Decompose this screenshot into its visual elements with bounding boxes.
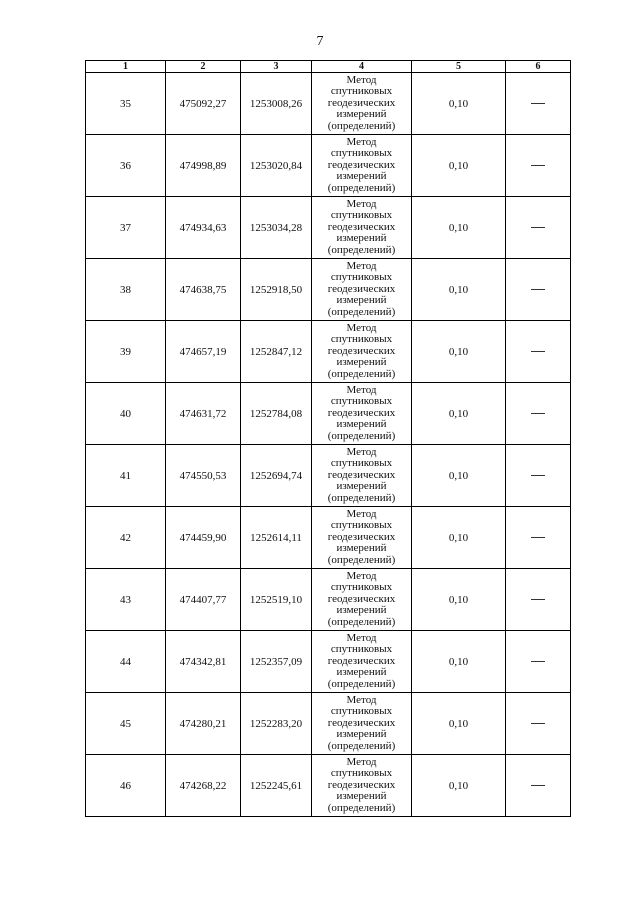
point-number-cell: 46	[86, 755, 166, 817]
method-line: геодезических	[327, 220, 396, 233]
y-coordinate-cell: 1253034,28	[241, 197, 312, 259]
method-line: Метод	[346, 197, 377, 210]
table-row	[86, 569, 571, 631]
method-line: спутниковых	[330, 147, 393, 160]
accuracy-cell: 0,10	[412, 755, 506, 817]
method-line: спутниковых	[330, 643, 393, 656]
table-header-row	[86, 61, 571, 73]
x-coordinate-cell: 474934,63	[166, 197, 241, 259]
accuracy-cell: 0,10	[412, 569, 506, 631]
x-coordinate-cell: 474657,19	[166, 321, 241, 383]
method-line: (определений)	[327, 243, 396, 256]
method-line: геодезических	[327, 592, 396, 605]
table-row	[86, 445, 571, 507]
column-header: 3	[241, 61, 312, 73]
method-line: измерений	[336, 170, 387, 183]
x-coordinate-cell: 474638,75	[166, 259, 241, 321]
table-body	[86, 73, 571, 817]
method-line: Метод	[346, 569, 377, 582]
method-line: геодезических	[327, 530, 396, 543]
column-header: 5	[412, 61, 506, 73]
note-cell	[506, 693, 571, 755]
method-line: измерений	[336, 728, 387, 741]
accuracy-cell: 0,10	[412, 259, 506, 321]
method-line: геодезических	[327, 468, 396, 481]
x-coordinate-cell: 474550,53	[166, 445, 241, 507]
note-cell	[506, 197, 571, 259]
method-line: измерений	[336, 542, 387, 555]
method-line: геодезических	[327, 158, 396, 171]
point-number-cell: 41	[86, 445, 166, 507]
table-row	[86, 321, 571, 383]
table-row	[86, 73, 571, 135]
method-cell	[312, 569, 412, 631]
method-line: измерений	[336, 666, 387, 679]
accuracy-cell: 0,10	[412, 383, 506, 445]
method-line: спутниковых	[330, 581, 393, 594]
method-cell	[312, 383, 412, 445]
dash-mark	[531, 103, 545, 104]
accuracy-cell: 0,10	[412, 73, 506, 135]
x-coordinate-cell: 474280,21	[166, 693, 241, 755]
method-cell	[312, 507, 412, 569]
method-cell	[312, 631, 412, 693]
method-cell	[312, 73, 412, 135]
y-coordinate-cell: 1252283,20	[241, 693, 312, 755]
dash-mark	[531, 723, 545, 724]
method-line: Метод	[346, 73, 377, 86]
method-line: геодезических	[327, 716, 396, 729]
method-cell	[312, 755, 412, 817]
note-cell	[506, 445, 571, 507]
method-line: измерений	[336, 356, 387, 369]
method-cell	[312, 321, 412, 383]
method-line: (определений)	[327, 367, 396, 380]
table-row	[86, 631, 571, 693]
point-number-cell: 43	[86, 569, 166, 631]
x-coordinate-cell: 474268,22	[166, 755, 241, 817]
dash-mark	[531, 227, 545, 228]
method-line: (определений)	[327, 615, 396, 628]
x-coordinate-cell: 474998,89	[166, 135, 241, 197]
method-line: Метод	[346, 693, 377, 706]
method-line: геодезических	[327, 778, 396, 791]
point-number-cell: 42	[86, 507, 166, 569]
dash-mark	[531, 785, 545, 786]
method-line: (определений)	[327, 429, 396, 442]
method-line: геодезических	[327, 96, 396, 109]
method-line: геодезических	[327, 282, 396, 295]
point-number-cell: 35	[86, 73, 166, 135]
method-line: измерений	[336, 418, 387, 431]
method-line: Метод	[346, 445, 377, 458]
table-row	[86, 383, 571, 445]
method-line: Метод	[346, 135, 377, 148]
note-cell	[506, 321, 571, 383]
note-cell	[506, 383, 571, 445]
coordinates-table	[85, 60, 571, 817]
page-number: 7	[316, 34, 324, 49]
column-header: 1	[86, 61, 166, 73]
x-coordinate-cell: 474342,81	[166, 631, 241, 693]
method-line: (определений)	[327, 181, 396, 194]
point-number-cell: 38	[86, 259, 166, 321]
accuracy-cell: 0,10	[412, 507, 506, 569]
y-coordinate-cell: 1252918,50	[241, 259, 312, 321]
x-coordinate-cell: 474407,77	[166, 569, 241, 631]
method-line: измерений	[336, 790, 387, 803]
method-cell	[312, 259, 412, 321]
method-line: спутниковых	[330, 85, 393, 98]
method-line: (определений)	[327, 491, 396, 504]
method-line: спутниковых	[330, 705, 393, 718]
method-cell	[312, 445, 412, 507]
table-row	[86, 755, 571, 817]
y-coordinate-cell: 1252245,61	[241, 755, 312, 817]
method-cell	[312, 197, 412, 259]
method-line: спутниковых	[330, 519, 393, 532]
table-row	[86, 693, 571, 755]
y-coordinate-cell: 1253020,84	[241, 135, 312, 197]
method-cell	[312, 135, 412, 197]
note-cell	[506, 569, 571, 631]
table-row	[86, 197, 571, 259]
y-coordinate-cell: 1252847,12	[241, 321, 312, 383]
point-number-cell: 44	[86, 631, 166, 693]
note-cell	[506, 507, 571, 569]
method-cell	[312, 693, 412, 755]
note-cell	[506, 73, 571, 135]
x-coordinate-cell: 474631,72	[166, 383, 241, 445]
method-line: спутниковых	[330, 767, 393, 780]
accuracy-cell: 0,10	[412, 197, 506, 259]
method-line: Метод	[346, 755, 377, 768]
method-line: спутниковых	[330, 395, 393, 408]
table-row	[86, 135, 571, 197]
method-line: геодезических	[327, 406, 396, 419]
y-coordinate-cell: 1252519,10	[241, 569, 312, 631]
method-line: (определений)	[327, 119, 396, 132]
method-line: геодезических	[327, 654, 396, 667]
method-line: Метод	[346, 259, 377, 272]
accuracy-cell: 0,10	[412, 321, 506, 383]
column-header: 4	[312, 61, 412, 73]
dash-mark	[531, 351, 545, 352]
point-number-cell: 36	[86, 135, 166, 197]
method-line: Метод	[346, 631, 377, 644]
note-cell	[506, 631, 571, 693]
method-line: измерений	[336, 294, 387, 307]
note-cell	[506, 755, 571, 817]
method-line: измерений	[336, 108, 387, 121]
method-line: измерений	[336, 480, 387, 493]
method-line: (определений)	[327, 305, 396, 318]
column-header: 2	[166, 61, 241, 73]
accuracy-cell: 0,10	[412, 445, 506, 507]
method-line: измерений	[336, 232, 387, 245]
method-line: спутниковых	[330, 457, 393, 470]
y-coordinate-cell: 1252694,74	[241, 445, 312, 507]
method-line: Метод	[346, 507, 377, 520]
point-number-cell: 45	[86, 693, 166, 755]
dash-mark	[531, 289, 545, 290]
dash-mark	[531, 165, 545, 166]
method-line: Метод	[346, 321, 377, 334]
table-row	[86, 259, 571, 321]
note-cell	[506, 135, 571, 197]
method-line: геодезических	[327, 344, 396, 357]
dash-mark	[531, 537, 545, 538]
y-coordinate-cell: 1252784,08	[241, 383, 312, 445]
point-number-cell: 37	[86, 197, 166, 259]
x-coordinate-cell: 474459,90	[166, 507, 241, 569]
method-line: (определений)	[327, 677, 396, 690]
accuracy-cell: 0,10	[412, 631, 506, 693]
y-coordinate-cell: 1252614,11	[241, 507, 312, 569]
point-number-cell: 40	[86, 383, 166, 445]
table-row	[86, 507, 571, 569]
y-coordinate-cell: 1252357,09	[241, 631, 312, 693]
note-cell	[506, 259, 571, 321]
dash-mark	[531, 475, 545, 476]
accuracy-cell: 0,10	[412, 135, 506, 197]
method-line: (определений)	[327, 801, 396, 814]
method-line: спутниковых	[330, 209, 393, 222]
method-line: измерений	[336, 604, 387, 617]
method-line: (определений)	[327, 553, 396, 566]
dash-mark	[531, 599, 545, 600]
dash-mark	[531, 661, 545, 662]
y-coordinate-cell: 1253008,26	[241, 73, 312, 135]
x-coordinate-cell: 475092,27	[166, 73, 241, 135]
accuracy-cell: 0,10	[412, 693, 506, 755]
dash-mark	[531, 413, 545, 414]
method-line: спутниковых	[330, 333, 393, 346]
point-number-cell: 39	[86, 321, 166, 383]
method-line: спутниковых	[330, 271, 393, 284]
column-header: 6	[506, 61, 571, 73]
method-line: (определений)	[327, 739, 396, 752]
method-line: Метод	[346, 383, 377, 396]
